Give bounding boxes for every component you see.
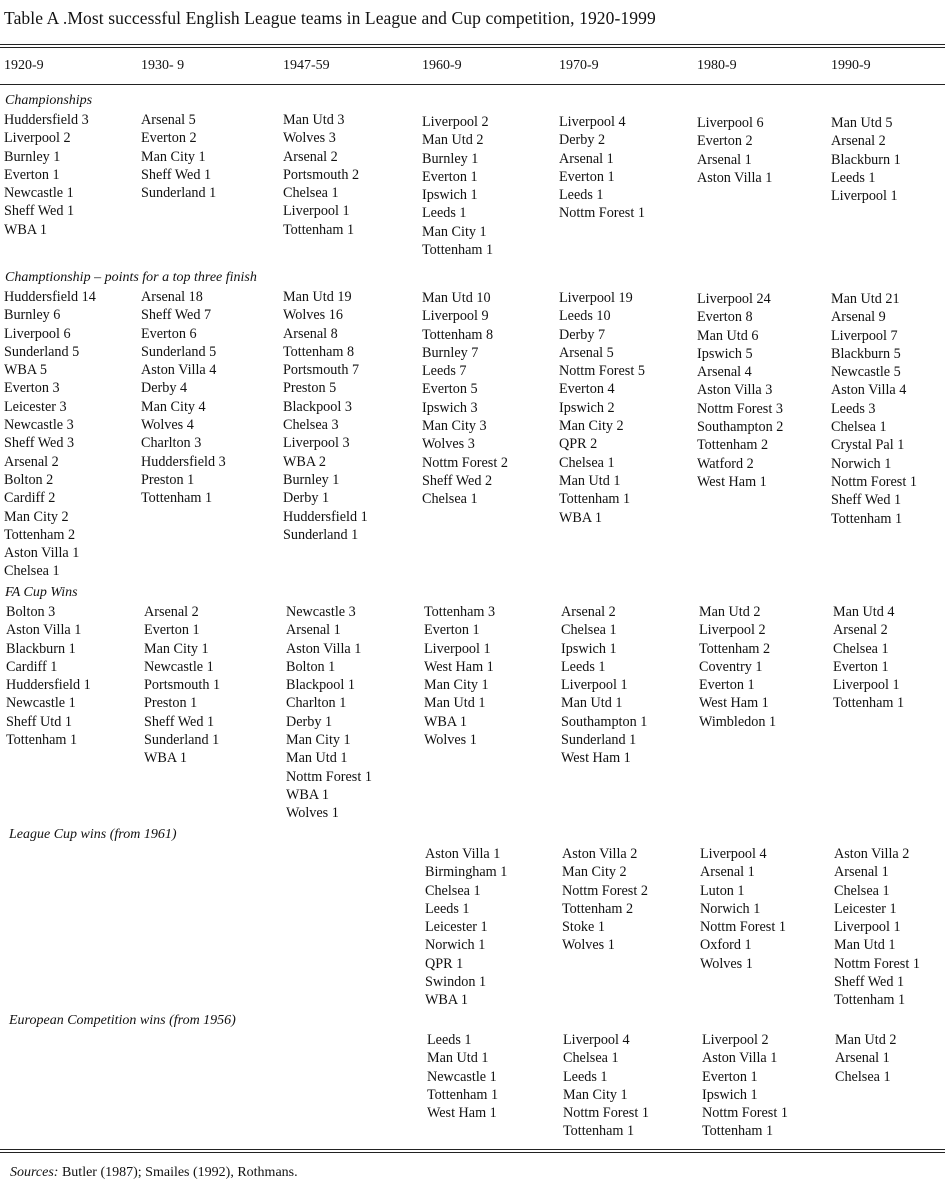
team-entry: Liverpool 6	[4, 325, 71, 342]
team-entry: Huddersfield 1	[6, 677, 91, 694]
team-entry: Leeds 10	[559, 308, 611, 325]
team-entry: Sunderland 1	[283, 526, 359, 543]
championships-1920s	[4, 111, 89, 239]
team-entry: Crystal Pal 1	[831, 437, 905, 454]
team-entry: Liverpool 1	[283, 203, 350, 220]
sources-text: Butler (1987); Smailes (1992), Rothmans.	[58, 1165, 298, 1180]
team-entry: Tottenham 1	[833, 695, 905, 712]
championships-1970s	[559, 113, 645, 223]
team-entry: Arsenal 1	[559, 150, 614, 167]
points-1960s	[422, 289, 508, 509]
team-entry: Cardiff 2	[4, 490, 56, 507]
team-entry: Liverpool 4	[563, 1032, 630, 1048]
team-entry: Oxford 1	[700, 937, 752, 954]
team-entry: Sheff Wed 1	[144, 713, 215, 730]
team-entry: Burnley 1	[283, 471, 340, 488]
team-entry: Liverpool 1	[831, 188, 898, 205]
team-entry: Man City 1	[144, 640, 209, 657]
team-entry: Aston Villa 4	[831, 382, 907, 399]
team-entry: Chelsea 1	[834, 882, 890, 899]
team-entry: Newcastle 3	[4, 417, 74, 434]
team-entry: Wimbledon 1	[699, 713, 777, 730]
team-entry: Tottenham 2	[562, 900, 634, 917]
team-entry: Liverpool 7	[831, 327, 898, 344]
team-entry: Newcastle 3	[286, 604, 356, 620]
team-entry: Liverpool 2	[4, 130, 71, 147]
team-entry: Aston Villa 1	[425, 846, 501, 862]
team-entry: Ipswich 1	[702, 1086, 758, 1103]
team-entry: Leeds 1	[559, 187, 604, 204]
team-entry: Sheff Wed 1	[141, 166, 212, 183]
column-header-row	[0, 58, 945, 82]
team-entry: Liverpool 1	[424, 640, 491, 657]
points-1990s	[831, 290, 917, 528]
team-entry: QPR 2	[559, 436, 598, 453]
team-entry: Sunderland 1	[144, 732, 220, 749]
team-entry: Man Utd 1	[286, 750, 348, 767]
team-entry: Man City 1	[424, 677, 489, 694]
team-entry: Wolves 4	[141, 417, 194, 434]
team-entry: WBA 1	[559, 509, 602, 526]
team-entry: Tottenham 1	[141, 490, 213, 507]
team-entry: Blackburn 1	[831, 151, 901, 168]
team-entry: Leeds 3	[831, 400, 876, 417]
team-entry: Preston 1	[141, 471, 195, 488]
team-entry: Everton 8	[697, 309, 753, 326]
team-entry: Aston Villa 4	[141, 362, 217, 379]
team-entry: Blackpool 3	[283, 398, 352, 415]
team-entry: QPR 1	[425, 955, 464, 972]
team-entry: Arsenal 9	[831, 309, 886, 326]
team-entry: Leeds 1	[422, 205, 467, 222]
column-header-1980s: 1980-9	[697, 58, 737, 73]
team-entry: Aston Villa 1	[702, 1050, 778, 1067]
league-cup-1970s	[562, 845, 648, 955]
team-entry: Sunderland 5	[4, 343, 80, 360]
team-entry: Aston Villa 2	[834, 846, 910, 862]
team-entry: Watford 2	[697, 455, 754, 472]
team-entry: Bolton 2	[4, 471, 54, 488]
team-entry: Tottenham 1	[702, 1123, 774, 1140]
sources-note	[10, 1165, 298, 1181]
team-entry: Arsenal 2	[4, 453, 59, 470]
league-cup-1990s	[834, 845, 920, 1010]
team-entry: Man Utd 10	[422, 290, 491, 306]
column-header-1970s: 1970-9	[559, 58, 599, 73]
team-entry: Southampton 2	[697, 419, 784, 436]
fa-cup-1990s	[833, 603, 904, 713]
team-entry: Everton 5	[422, 381, 478, 398]
team-entry: Blackburn 1	[6, 640, 76, 657]
team-entry: Man Utd 21	[831, 291, 900, 307]
fa-cup-1970s	[561, 603, 647, 768]
team-entry: Portsmouth 7	[283, 362, 360, 379]
championships-1990s	[831, 114, 901, 205]
team-entry: Tottenham 1	[831, 510, 903, 527]
team-entry: Sunderland 1	[141, 185, 217, 202]
team-entry: Wolves 1	[286, 805, 339, 822]
team-entry: Tottenham 8	[422, 326, 494, 343]
team-entry: Aston Villa 1	[286, 640, 362, 657]
team-entry: Everton 1	[424, 622, 480, 639]
team-entry: Liverpool 2	[702, 1032, 769, 1048]
team-entry: West Ham 1	[699, 695, 769, 712]
championships-1960s	[422, 113, 493, 259]
team-entry: Man Utd 2	[835, 1032, 897, 1048]
team-entry: Chelsea 1	[4, 563, 60, 580]
team-entry: Liverpool 3	[283, 435, 350, 452]
team-entry: Leeds 1	[427, 1032, 472, 1048]
team-entry: Man City 1	[422, 223, 487, 240]
team-entry: Arsenal 2	[831, 133, 886, 150]
team-entry: Man Utd 2	[699, 604, 761, 620]
team-entry: Tottenham 2	[4, 526, 76, 543]
team-entry: Arsenal 2	[283, 148, 338, 165]
team-entry: Leeds 1	[425, 900, 470, 917]
section-label-fa-cup: FA Cup Wins	[5, 585, 78, 600]
team-entry: Stoke 1	[562, 919, 605, 936]
team-entry: Sunderland 5	[141, 343, 217, 360]
team-entry: Man City 4	[141, 398, 206, 415]
fa-cup-1950s	[286, 603, 372, 823]
team-entry: Huddersfield 1	[283, 508, 368, 525]
team-entry: Sheff Wed 3	[4, 435, 75, 452]
team-entry: Chelsea 1	[422, 491, 478, 508]
team-entry: Wolves 1	[562, 937, 615, 954]
team-entry: Nottm Forest 1	[563, 1105, 649, 1122]
team-entry: Chelsea 1	[283, 185, 339, 202]
team-entry: Coventry 1	[699, 658, 763, 675]
team-entry: Man Utd 19	[283, 289, 352, 305]
team-entry: Leeds 1	[563, 1068, 608, 1085]
team-entry: Arsenal 1	[834, 864, 889, 881]
team-entry: Arsenal 2	[144, 604, 199, 620]
team-entry: Burnley 6	[4, 307, 61, 324]
team-entry: Huddersfield 14	[4, 289, 96, 305]
team-entry: Cardiff 1	[6, 658, 58, 675]
team-entry: Leeds 7	[422, 363, 467, 380]
team-entry: Charlton 3	[141, 435, 202, 452]
team-entry: Sunderland 1	[561, 732, 637, 749]
team-entry: WBA 1	[424, 713, 467, 730]
team-entry: WBA 5	[4, 362, 47, 379]
team-entry: Nottm Forest 1	[700, 919, 786, 936]
bottom-rule-1	[0, 1149, 945, 1150]
column-header-1920s: 1920-9	[4, 58, 44, 73]
team-entry: Man Utd 1	[427, 1050, 489, 1067]
team-entry: Chelsea 1	[425, 882, 481, 899]
team-entry: Aston Villa 1	[697, 169, 773, 186]
team-entry: Norwich 1	[831, 455, 892, 472]
team-entry: Sheff Wed 1	[4, 203, 75, 220]
team-entry: WBA 2	[283, 453, 326, 470]
section-label-european: European Competition wins (from 1956)	[9, 1013, 236, 1028]
team-entry: Tottenham 1	[834, 992, 906, 1009]
team-entry: Chelsea 1	[563, 1050, 619, 1067]
team-entry: Swindon 1	[425, 974, 487, 991]
column-header-1930s: 1930- 9	[141, 58, 185, 73]
team-entry: Ipswich 3	[422, 399, 478, 416]
team-entry: Chelsea 1	[833, 640, 889, 657]
team-entry: WBA 1	[144, 750, 187, 767]
team-entry: Leeds 1	[561, 658, 606, 675]
team-entry: Wolves 1	[424, 732, 477, 749]
team-entry: Blackburn 5	[831, 345, 901, 362]
team-entry: Ipswich 2	[559, 399, 615, 416]
team-entry: West Ham 1	[561, 750, 631, 767]
team-entry: Nottm Forest 1	[702, 1105, 788, 1122]
team-entry: Tottenham 1	[427, 1086, 499, 1103]
team-entry: Everton 1	[144, 622, 200, 639]
team-entry: Nottm Forest 1	[559, 205, 645, 222]
team-entry: Arsenal 5	[141, 112, 196, 128]
team-entry: Everton 1	[4, 166, 60, 183]
team-entry: Liverpool 24	[697, 291, 771, 307]
team-entry: Sheff Utd 1	[6, 713, 72, 730]
bottom-rule-2	[0, 1152, 945, 1153]
team-entry: Aston Villa 1	[6, 622, 82, 639]
team-entry: Nottm Forest 2	[562, 882, 648, 899]
team-entry: Arsenal 5	[559, 344, 614, 361]
team-entry: Arsenal 1	[835, 1050, 890, 1067]
team-entry: Ipswich 1	[422, 187, 478, 204]
team-entry: Derby 1	[286, 713, 333, 730]
team-entry: Nottm Forest 1	[834, 955, 920, 972]
team-entry: Man Utd 1	[424, 695, 486, 712]
team-entry: Derby 4	[141, 380, 188, 397]
team-entry: Everton 1	[422, 168, 478, 185]
team-entry: Man Utd 6	[697, 327, 759, 344]
points-1930s	[141, 288, 226, 508]
team-entry: Everton 6	[141, 325, 197, 342]
team-entry: Everton 3	[4, 380, 60, 397]
team-entry: Liverpool 4	[559, 114, 626, 130]
team-entry: Southampton 1	[561, 713, 648, 730]
sources-label: Sources:	[10, 1165, 59, 1180]
team-entry: Man Utd 4	[833, 604, 895, 620]
team-entry: Derby 7	[559, 326, 606, 343]
team-entry: Everton 4	[559, 381, 615, 398]
points-1970s	[559, 289, 645, 527]
team-entry: Nottm Forest 1	[831, 473, 917, 490]
team-entry: Liverpool 9	[422, 308, 489, 325]
team-entry: Tottenham 2	[697, 437, 769, 454]
fa-cup-1930s	[144, 603, 220, 768]
team-entry: Chelsea 1	[559, 454, 615, 471]
team-entry: Sheff Wed 7	[141, 307, 212, 324]
fa-cup-1960s	[424, 603, 495, 749]
team-entry: Man Utd 1	[559, 472, 621, 489]
team-entry: West Ham 1	[427, 1105, 497, 1122]
team-entry: Tottenham 3	[424, 604, 496, 620]
team-entry: Everton 2	[697, 133, 753, 150]
team-entry: Man City 1	[563, 1086, 628, 1103]
team-entry: Nottm Forest 3	[697, 400, 783, 417]
team-entry: Tottenham 1	[563, 1123, 635, 1140]
points-1980s	[697, 290, 783, 491]
team-entry: Chelsea 1	[831, 419, 887, 436]
team-entry: Wolves 3	[283, 130, 336, 147]
team-entry: Man Utd 5	[831, 115, 893, 131]
championships-1980s	[697, 114, 772, 187]
team-entry: Preston 1	[144, 695, 198, 712]
team-entry: Newcastle 1	[427, 1068, 497, 1085]
team-entry: Everton 1	[699, 677, 755, 694]
team-entry: Everton 1	[833, 658, 889, 675]
european-1980s	[702, 1031, 788, 1141]
section-label-championship-points: Champtionship – points for a top three finish	[5, 270, 257, 285]
team-entry: Leicester 3	[4, 398, 67, 415]
top-rule-1	[0, 44, 945, 45]
team-entry: Wolves 1	[700, 955, 753, 972]
team-entry: Charlton 1	[286, 695, 347, 712]
team-entry: Man Utd 3	[283, 112, 345, 128]
team-entry: Norwich 1	[700, 900, 761, 917]
team-entry: Preston 5	[283, 380, 337, 397]
team-entry: Arsenal 4	[697, 364, 752, 381]
team-entry: Derby 2	[559, 132, 606, 149]
team-entry: Blackpool 1	[286, 677, 355, 694]
team-entry: Luton 1	[700, 882, 745, 899]
team-entry: Man City 3	[422, 418, 487, 435]
team-entry: Wolves 3	[422, 436, 475, 453]
team-entry: Sheff Wed 1	[834, 974, 905, 991]
team-entry: Everton 1	[559, 168, 615, 185]
team-entry: Newcastle 1	[6, 695, 76, 712]
team-entry: WBA 1	[4, 221, 47, 238]
european-1990s	[835, 1031, 896, 1086]
team-entry: Norwich 1	[425, 937, 486, 954]
team-entry: Liverpool 6	[697, 115, 764, 131]
team-entry: Tottenham 1	[422, 242, 494, 259]
team-entry: Man Utd 1	[561, 695, 623, 712]
team-entry: Arsenal 8	[283, 325, 338, 342]
fa-cup-1920s	[6, 603, 91, 749]
team-entry: Tottenham 2	[699, 640, 771, 657]
team-entry: Everton 1	[702, 1068, 758, 1085]
team-entry: Wolves 16	[283, 307, 343, 324]
team-entry: Huddersfield 3	[141, 453, 226, 470]
european-1960s	[427, 1031, 498, 1122]
team-entry: Arsenal 1	[697, 151, 752, 168]
team-entry: Chelsea 1	[835, 1068, 891, 1085]
team-entry: Man City 1	[141, 148, 206, 165]
team-entry: Liverpool 1	[833, 677, 900, 694]
team-entry: Leeds 1	[831, 169, 876, 186]
championships-1950s	[283, 111, 359, 239]
team-entry: Leicester 1	[834, 900, 897, 917]
team-entry: Liverpool 2	[699, 622, 766, 639]
team-entry: West Ham 1	[424, 658, 494, 675]
team-entry: Liverpool 1	[834, 919, 901, 936]
team-entry: Newcastle 5	[831, 364, 901, 381]
team-entry: Aston Villa 3	[697, 382, 773, 399]
team-entry: Burnley 1	[422, 150, 479, 167]
team-entry: WBA 1	[425, 992, 468, 1009]
team-entry: Man Utd 1	[834, 937, 896, 954]
team-entry: Man City 2	[559, 418, 624, 435]
team-entry: Man City 2	[562, 864, 627, 881]
european-1970s	[563, 1031, 649, 1141]
team-entry: Arsenal 2	[561, 604, 616, 620]
column-header-1960s: 1960-9	[422, 58, 462, 73]
team-entry: Aston Villa 1	[4, 545, 80, 562]
team-entry: Derby 1	[283, 490, 330, 507]
team-entry: Nottm Forest 1	[286, 768, 372, 785]
team-entry: Arsenal 18	[141, 289, 203, 305]
team-entry: Sheff Wed 2	[422, 472, 493, 489]
team-entry: Bolton 3	[6, 604, 56, 620]
section-label-championships: Championships	[5, 93, 93, 108]
fa-cup-1980s	[699, 603, 776, 731]
team-entry: Leicester 1	[425, 919, 488, 936]
league-cup-1980s	[700, 845, 786, 973]
team-entry: Man City 2	[4, 508, 69, 525]
team-entry: WBA 1	[286, 786, 329, 803]
team-entry: Sheff Wed 1	[831, 492, 902, 509]
team-entry: Newcastle 1	[144, 658, 214, 675]
team-entry: Newcastle 1	[4, 185, 74, 202]
team-entry: Nottm Forest 2	[422, 454, 508, 471]
team-entry: Liverpool 2	[422, 114, 489, 130]
team-entry: Ipswich 5	[697, 345, 753, 362]
header-rule	[0, 84, 945, 85]
team-entry: Tottenham 8	[283, 343, 355, 360]
team-entry: Huddersfield 3	[4, 112, 89, 128]
team-entry: Liverpool 1	[561, 677, 628, 694]
team-entry: Arsenal 2	[833, 622, 888, 639]
team-entry: Arsenal 1	[286, 622, 341, 639]
column-header-1990s: 1990-9	[831, 58, 871, 73]
team-entry: Nottm Forest 5	[559, 363, 645, 380]
team-entry: Bolton 1	[286, 658, 336, 675]
team-entry: Everton 2	[141, 130, 197, 147]
league-cup-1960s	[425, 845, 507, 1010]
team-entry: Arsenal 1	[700, 864, 755, 881]
team-entry: Man Utd 2	[422, 132, 484, 149]
top-rule-2	[0, 47, 945, 48]
team-entry: Liverpool 19	[559, 290, 633, 306]
points-1920s	[4, 288, 96, 581]
team-entry: Aston Villa 2	[562, 846, 638, 862]
team-entry: Liverpool 4	[700, 846, 767, 862]
section-label-league-cup: League Cup wins (from 1961)	[9, 827, 177, 842]
team-entry: Tottenham 1	[283, 221, 355, 238]
team-entry: Man City 1	[286, 732, 351, 749]
team-entry: Portsmouth 2	[283, 166, 360, 183]
points-1950s	[283, 288, 368, 544]
team-entry: Burnley 1	[4, 148, 61, 165]
team-entry: West Ham 1	[697, 473, 767, 490]
column-header-1950s: 1947-59	[283, 58, 330, 73]
team-entry: Chelsea 1	[561, 622, 617, 639]
team-entry: Portsmouth 1	[144, 677, 221, 694]
team-entry: Chelsea 3	[283, 417, 339, 434]
team-entry: Tottenham 1	[559, 491, 631, 508]
team-entry: Burnley 7	[422, 344, 479, 361]
team-entry: Ipswich 1	[561, 640, 617, 657]
championships-1930s	[141, 111, 216, 202]
table-title: Table A .Most successful English League teams in League and Cup competition, 1920-1999	[4, 8, 656, 28]
team-entry: Tottenham 1	[6, 732, 78, 749]
team-entry: Birmingham 1	[425, 864, 508, 881]
